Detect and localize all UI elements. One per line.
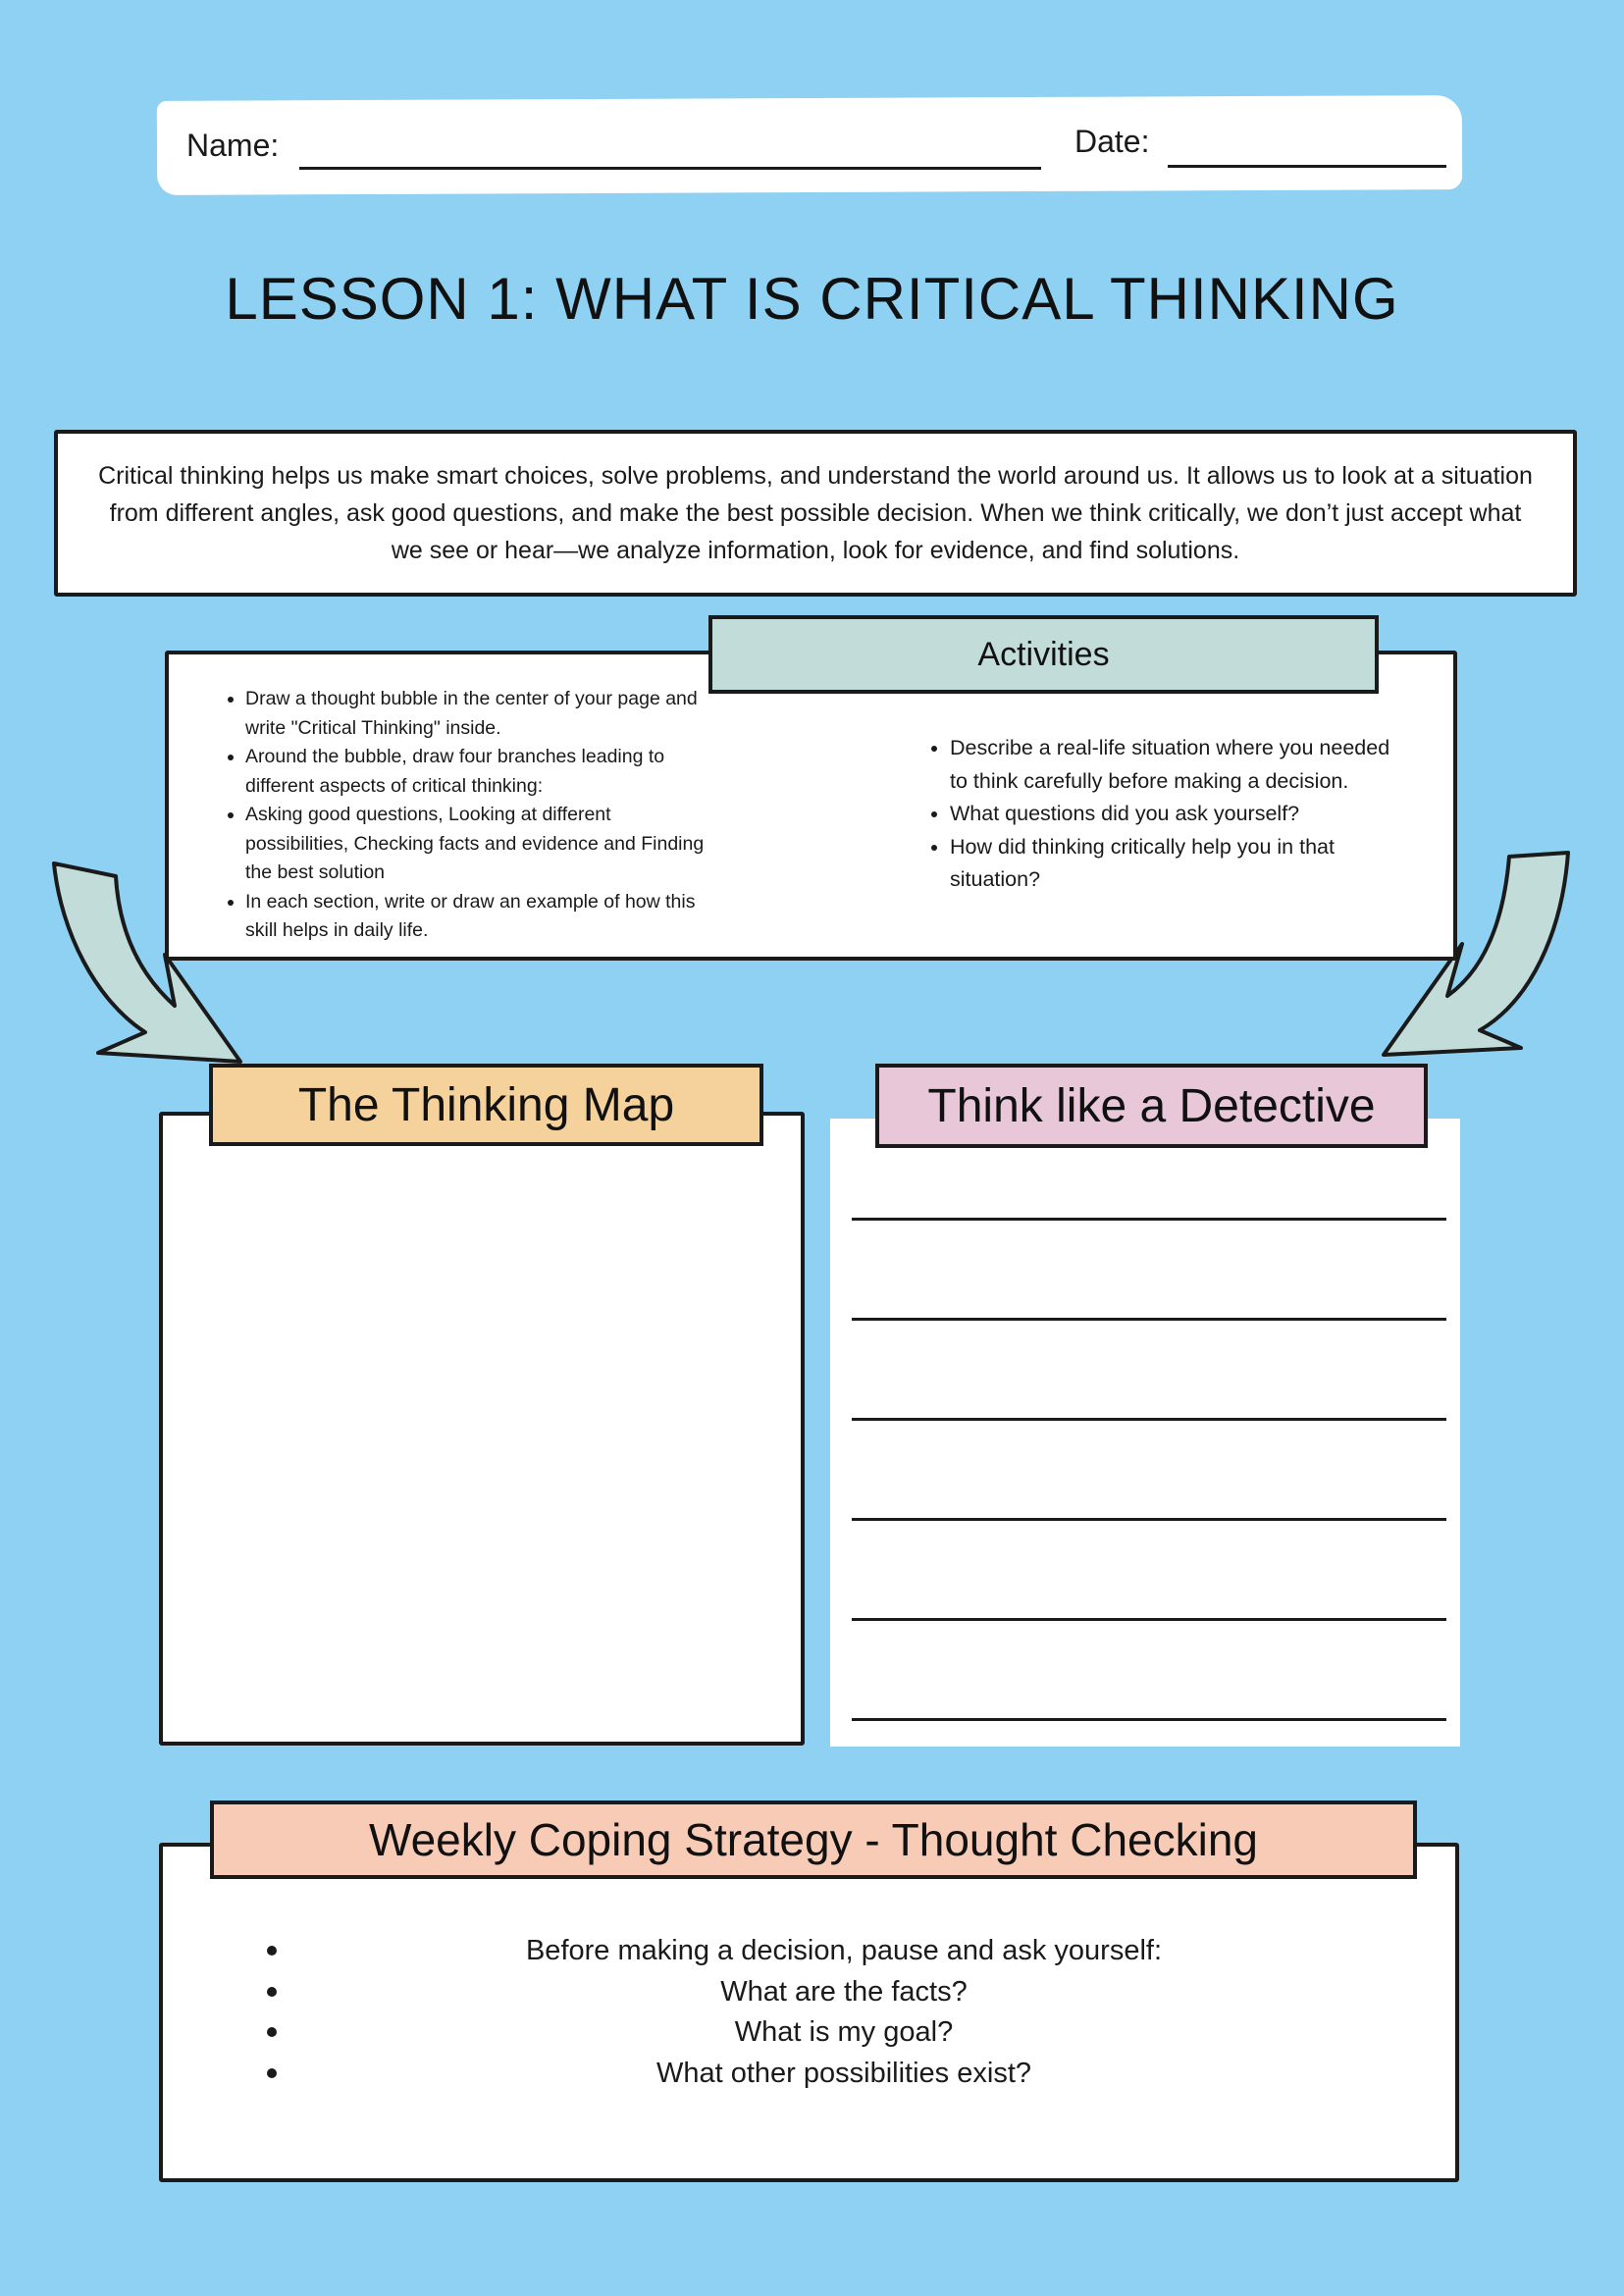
- activities-right-list: [922, 732, 1413, 897]
- coping-strategy-heading: Weekly Coping Strategy - Thought Checking: [210, 1800, 1417, 1879]
- coping-item-text: What are the facts?: [720, 1975, 968, 2008]
- bullet-icon: [267, 1987, 277, 1997]
- date-label: Date:: [1074, 124, 1150, 159]
- activity-item: • Draw a thought bubble in the center of your page and write "Critical Thinking" inside.: [245, 685, 707, 743]
- intro-text: Critical thinking helps us make smart choices, solve problems, and understand the world around us. It allows us to look at a situation from different angles, ask good questions, and make the best possible decision. When we think critically, we don’t just accept what we see or hear—we analyze information, look for evidence, and find solutions.: [98, 462, 1533, 564]
- date-field-line[interactable]: [1168, 165, 1446, 168]
- list-item: [255, 1972, 1433, 2013]
- coping-item-text: What other possibilities exist?: [656, 2057, 1031, 2089]
- page-title: LESSON 1: WHAT IS CRITICAL THINKING: [225, 266, 1399, 332]
- name-field-line[interactable]: [299, 167, 1041, 170]
- detective-heading: Think like a Detective: [875, 1064, 1428, 1148]
- activity-item: • Asking good questions, Looking at different possibilities, Checking facts and evidence and Finding the best solution: [245, 801, 707, 888]
- bullet-icon: [267, 2027, 277, 2037]
- activity-item: • How did thinking critically help you in that situation?: [950, 831, 1413, 897]
- activity-item: • In each section, write or draw an example of how this skill helps in daily life.: [245, 888, 707, 946]
- bullet-icon: [267, 1946, 277, 1956]
- activity-item: • What questions did you ask yourself?: [950, 798, 1413, 831]
- writing-line[interactable]: [852, 1618, 1446, 1621]
- bullet-icon: [267, 2068, 277, 2078]
- name-label: Name:: [186, 128, 280, 163]
- activities-heading: Activities: [708, 615, 1379, 694]
- coping-item-text: What is my goal?: [734, 2016, 954, 2048]
- intro-box: [54, 430, 1577, 597]
- list-item: [255, 2012, 1433, 2054]
- activity-item: • Around the bubble, draw four branches leading to different aspects of critical thinking:: [245, 743, 707, 801]
- writing-line[interactable]: [852, 1318, 1446, 1321]
- writing-line[interactable]: [852, 1518, 1446, 1521]
- list-item: [255, 1931, 1433, 1972]
- name-date-strip: [157, 95, 1462, 195]
- thinking-map-heading: The Thinking Map: [209, 1064, 763, 1146]
- writing-line[interactable]: [852, 1418, 1446, 1421]
- thinking-map-drawing-area[interactable]: [159, 1112, 805, 1746]
- writing-line[interactable]: [852, 1718, 1446, 1721]
- activities-left-list: [218, 685, 707, 946]
- coping-item-text: Before making a decision, pause and ask yourself:: [525, 1935, 1163, 1966]
- detective-writing-area: [830, 1119, 1460, 1747]
- coping-strategy-list: [255, 1931, 1433, 2094]
- list-item: [255, 2054, 1433, 2095]
- activity-item: • Describe a real-life situation where you needed to think carefully before making a decision.: [950, 732, 1413, 798]
- writing-line[interactable]: [852, 1218, 1446, 1221]
